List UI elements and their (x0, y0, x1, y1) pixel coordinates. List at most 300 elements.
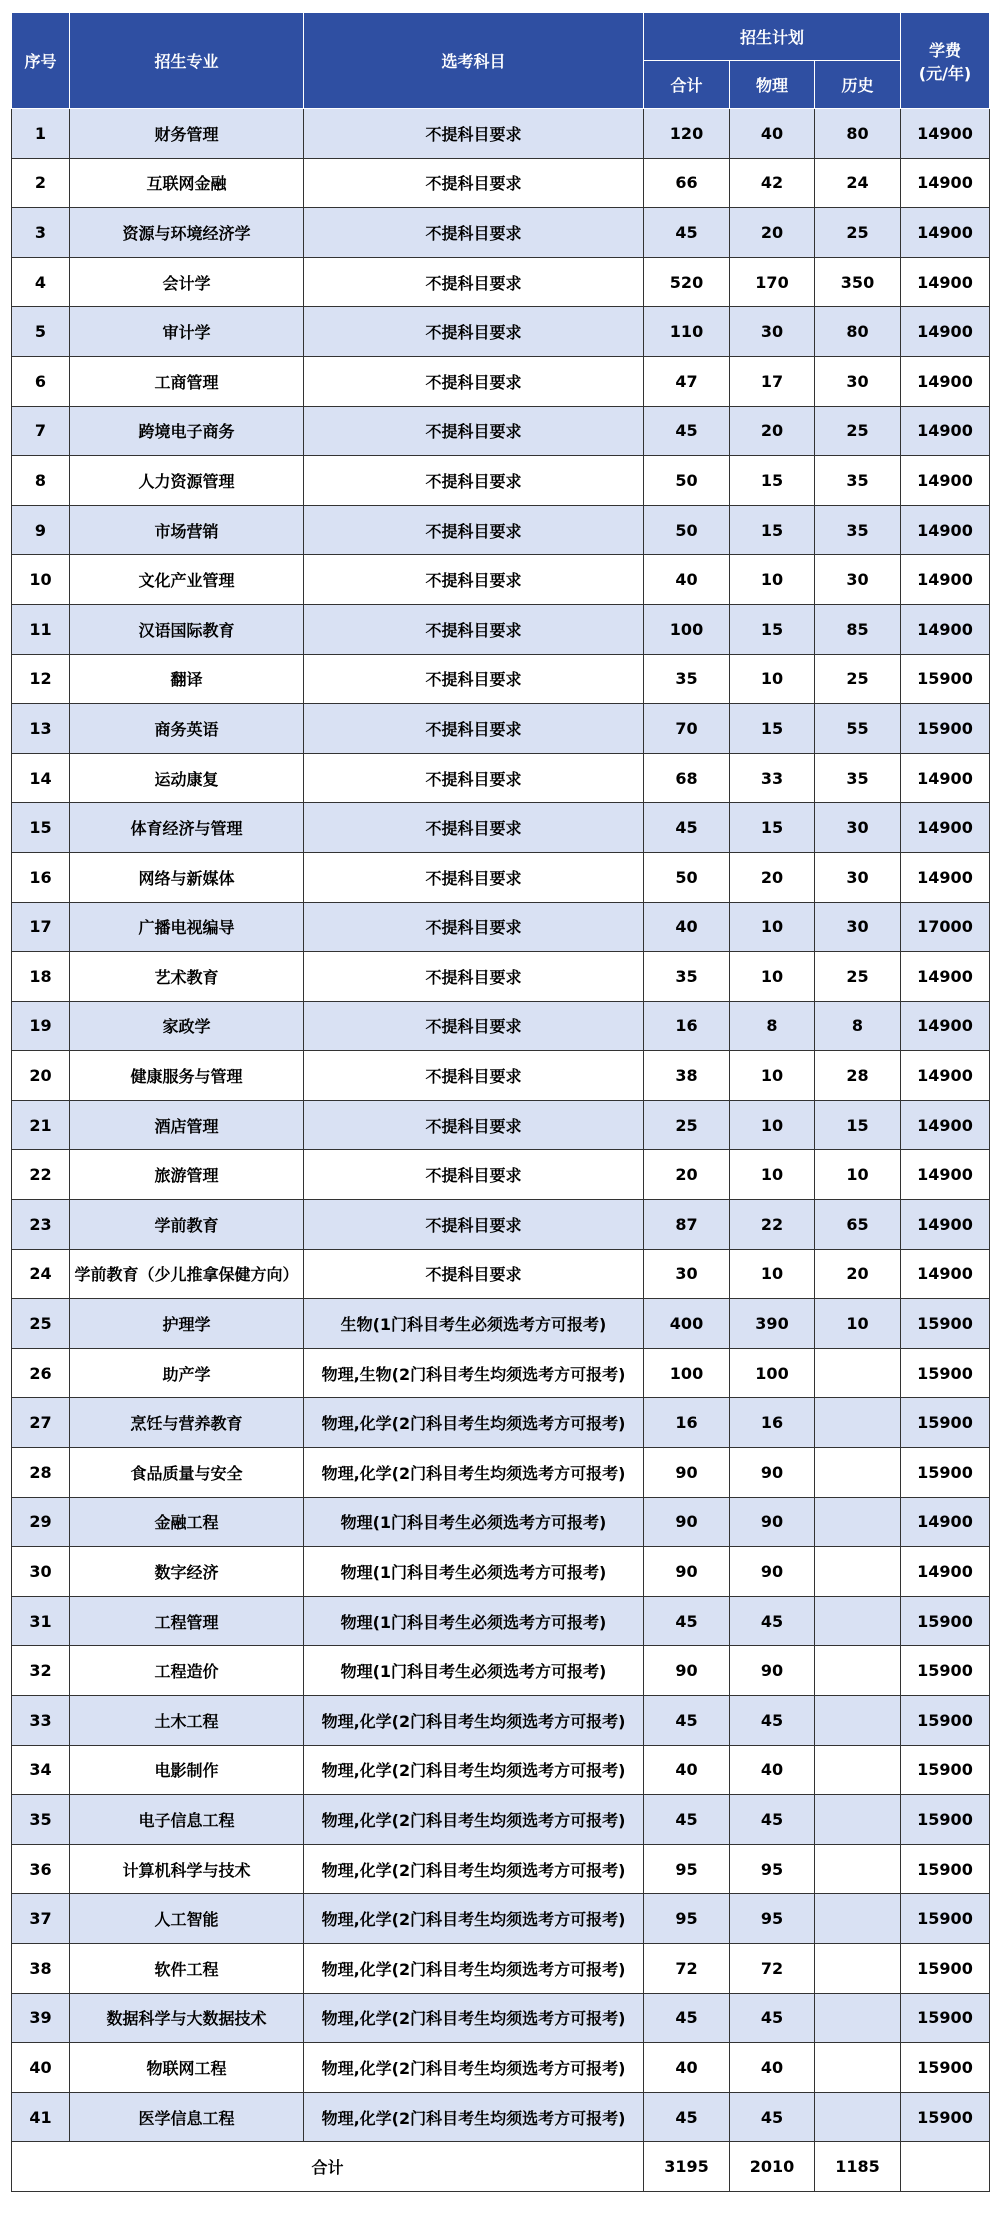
cell-total: 40 (644, 902, 730, 952)
cell-physics: 16 (730, 1398, 815, 1448)
cell-seq: 28 (12, 1448, 70, 1498)
table-row (12, 1051, 990, 1101)
cell-history (815, 1398, 901, 1448)
cell-major: 学前教育（少儿推拿保健方向） (70, 1249, 304, 1299)
cell-physics: 10 (730, 555, 815, 605)
cell-seq: 16 (12, 852, 70, 902)
cell-major: 软件工程 (70, 1943, 304, 1993)
cell-physics: 45 (730, 1795, 815, 1845)
cell-subject: 不提科目要求 (304, 307, 644, 357)
table-row (12, 1894, 990, 1944)
cell-total: 90 (644, 1497, 730, 1547)
cell-physics: 10 (730, 1150, 815, 1200)
header-fee-line2: (元/年) (918, 63, 972, 83)
header-major: 招生专业 (70, 13, 304, 109)
cell-fee: 14900 (901, 505, 990, 555)
cell-major: 网络与新媒体 (70, 852, 304, 902)
cell-major: 数据科学与大数据技术 (70, 1993, 304, 2043)
header-plan: 招生计划 (644, 13, 901, 61)
table-row (12, 456, 990, 506)
cell-fee: 14900 (901, 208, 990, 258)
cell-seq: 25 (12, 1299, 70, 1349)
cell-history (815, 1348, 901, 1398)
cell-major: 健康服务与管理 (70, 1051, 304, 1101)
header-history: 历史 (815, 61, 901, 109)
cell-history: 30 (815, 803, 901, 853)
cell-physics: 42 (730, 158, 815, 208)
cell-subject: 不提科目要求 (304, 555, 644, 605)
cell-fee: 14900 (901, 753, 990, 803)
header-subjects: 选考科目 (304, 13, 644, 109)
cell-seq: 8 (12, 456, 70, 506)
cell-total: 68 (644, 753, 730, 803)
table-row (12, 1943, 990, 1993)
cell-major: 会计学 (70, 257, 304, 307)
cell-history (815, 1993, 901, 2043)
cell-major: 旅游管理 (70, 1150, 304, 1200)
table-footer (12, 2142, 990, 2192)
cell-seq: 6 (12, 356, 70, 406)
cell-total: 70 (644, 704, 730, 754)
cell-major: 土木工程 (70, 1696, 304, 1746)
cell-fee: 15900 (901, 2092, 990, 2142)
cell-subject: 物理,化学(2门科目考生均须选考方可报考) (304, 1696, 644, 1746)
cell-history: 30 (815, 555, 901, 605)
cell-fee: 15900 (901, 1745, 990, 1795)
cell-total: 95 (644, 1894, 730, 1944)
cell-subject: 物理(1门科目考生必须选考方可报考) (304, 1547, 644, 1597)
cell-major: 酒店管理 (70, 1100, 304, 1150)
cell-seq: 38 (12, 1943, 70, 1993)
cell-seq: 33 (12, 1696, 70, 1746)
cell-major: 互联网金融 (70, 158, 304, 208)
table-row (12, 852, 990, 902)
cell-fee: 15900 (901, 2043, 990, 2093)
cell-subject: 物理,化学(2门科目考生均须选考方可报考) (304, 1795, 644, 1845)
cell-fee: 14900 (901, 307, 990, 357)
cell-history: 65 (815, 1200, 901, 1250)
cell-fee: 14900 (901, 555, 990, 605)
cell-fee: 14900 (901, 1150, 990, 1200)
cell-physics: 40 (730, 1745, 815, 1795)
cell-subject: 不提科目要求 (304, 1001, 644, 1051)
cell-physics: 90 (730, 1547, 815, 1597)
cell-total: 45 (644, 803, 730, 853)
table-row (12, 1497, 990, 1547)
cell-subject: 不提科目要求 (304, 109, 644, 159)
cell-seq: 21 (12, 1100, 70, 1150)
table-row (12, 356, 990, 406)
cell-subject: 物理,化学(2门科目考生均须选考方可报考) (304, 2092, 644, 2142)
total-fee-empty (901, 2142, 990, 2192)
cell-history (815, 1646, 901, 1696)
cell-major: 计算机科学与技术 (70, 1844, 304, 1894)
cell-seq: 41 (12, 2092, 70, 2142)
table-row (12, 1844, 990, 1894)
cell-physics: 15 (730, 505, 815, 555)
enrollment-plan-table-container (11, 12, 990, 2192)
cell-physics: 8 (730, 1001, 815, 1051)
total-row (12, 2142, 990, 2192)
cell-physics: 90 (730, 1448, 815, 1498)
cell-total: 40 (644, 1745, 730, 1795)
cell-physics: 45 (730, 1596, 815, 1646)
cell-total: 95 (644, 1844, 730, 1894)
cell-physics: 20 (730, 406, 815, 456)
table-row (12, 902, 990, 952)
cell-total: 40 (644, 555, 730, 605)
table-row (12, 1547, 990, 1597)
cell-subject: 物理,生物(2门科目考生均须选考方可报考) (304, 1348, 644, 1398)
cell-physics: 170 (730, 257, 815, 307)
table-row (12, 208, 990, 258)
cell-seq: 7 (12, 406, 70, 456)
cell-seq: 11 (12, 604, 70, 654)
cell-seq: 24 (12, 1249, 70, 1299)
cell-total: 520 (644, 257, 730, 307)
cell-subject: 不提科目要求 (304, 803, 644, 853)
table-row (12, 307, 990, 357)
cell-fee: 15900 (901, 1646, 990, 1696)
cell-major: 助产学 (70, 1348, 304, 1398)
cell-total: 38 (644, 1051, 730, 1101)
cell-history (815, 1547, 901, 1597)
cell-fee: 15900 (901, 704, 990, 754)
cell-subject: 不提科目要求 (304, 852, 644, 902)
cell-subject: 不提科目要求 (304, 952, 644, 1002)
table-row (12, 1448, 990, 1498)
cell-physics: 33 (730, 753, 815, 803)
cell-seq: 9 (12, 505, 70, 555)
cell-seq: 18 (12, 952, 70, 1002)
cell-history: 350 (815, 257, 901, 307)
cell-seq: 26 (12, 1348, 70, 1398)
cell-fee: 14900 (901, 1200, 990, 1250)
cell-history: 85 (815, 604, 901, 654)
cell-history: 35 (815, 456, 901, 506)
table-row (12, 803, 990, 853)
cell-major: 商务英语 (70, 704, 304, 754)
cell-major: 人力资源管理 (70, 456, 304, 506)
cell-history: 25 (815, 208, 901, 258)
cell-history (815, 1894, 901, 1944)
cell-fee: 15900 (901, 1993, 990, 2043)
cell-subject: 物理,化学(2门科目考生均须选考方可报考) (304, 1398, 644, 1448)
cell-total: 120 (644, 109, 730, 159)
cell-major: 金融工程 (70, 1497, 304, 1547)
cell-subject: 物理,化学(2门科目考生均须选考方可报考) (304, 1993, 644, 2043)
table-row (12, 505, 990, 555)
cell-seq: 39 (12, 1993, 70, 2043)
table-row (12, 1398, 990, 1448)
cell-major: 工程管理 (70, 1596, 304, 1646)
cell-physics: 30 (730, 307, 815, 357)
cell-seq: 12 (12, 654, 70, 704)
cell-history: 35 (815, 753, 901, 803)
cell-seq: 17 (12, 902, 70, 952)
cell-physics: 15 (730, 456, 815, 506)
cell-major: 广播电视编导 (70, 902, 304, 952)
cell-history (815, 1448, 901, 1498)
cell-total: 16 (644, 1398, 730, 1448)
cell-subject: 不提科目要求 (304, 208, 644, 258)
cell-physics: 95 (730, 1844, 815, 1894)
cell-major: 汉语国际教育 (70, 604, 304, 654)
cell-total: 87 (644, 1200, 730, 1250)
cell-seq: 14 (12, 753, 70, 803)
table-row (12, 2043, 990, 2093)
cell-physics: 72 (730, 1943, 815, 1993)
cell-total: 45 (644, 1993, 730, 2043)
cell-subject: 不提科目要求 (304, 505, 644, 555)
cell-total: 30 (644, 1249, 730, 1299)
cell-history (815, 1497, 901, 1547)
table-row (12, 158, 990, 208)
cell-total: 400 (644, 1299, 730, 1349)
cell-subject: 不提科目要求 (304, 456, 644, 506)
total-label: 合计 (12, 2142, 644, 2192)
cell-major: 文化产业管理 (70, 555, 304, 605)
cell-history: 35 (815, 505, 901, 555)
cell-seq: 40 (12, 2043, 70, 2093)
cell-major: 跨境电子商务 (70, 406, 304, 456)
cell-physics: 10 (730, 952, 815, 1002)
cell-total: 90 (644, 1448, 730, 1498)
cell-total: 47 (644, 356, 730, 406)
cell-history: 24 (815, 158, 901, 208)
cell-subject: 物理,化学(2门科目考生均须选考方可报考) (304, 1745, 644, 1795)
cell-seq: 13 (12, 704, 70, 754)
cell-major: 体育经济与管理 (70, 803, 304, 853)
cell-physics: 17 (730, 356, 815, 406)
cell-major: 运动康复 (70, 753, 304, 803)
cell-history: 55 (815, 704, 901, 754)
cell-major: 工程造价 (70, 1646, 304, 1696)
cell-total: 45 (644, 2092, 730, 2142)
cell-history: 10 (815, 1150, 901, 1200)
cell-total: 72 (644, 1943, 730, 1993)
cell-seq: 31 (12, 1596, 70, 1646)
table-row (12, 753, 990, 803)
cell-seq: 37 (12, 1894, 70, 1944)
cell-history: 25 (815, 654, 901, 704)
table-row (12, 604, 990, 654)
cell-total: 45 (644, 406, 730, 456)
cell-total: 100 (644, 1348, 730, 1398)
cell-fee: 17000 (901, 902, 990, 952)
cell-total: 90 (644, 1547, 730, 1597)
cell-physics: 390 (730, 1299, 815, 1349)
cell-seq: 27 (12, 1398, 70, 1448)
enrollment-plan-table (11, 12, 990, 2192)
cell-subject: 物理,化学(2门科目考生均须选考方可报考) (304, 1448, 644, 1498)
table-row (12, 257, 990, 307)
cell-major: 食品质量与安全 (70, 1448, 304, 1498)
cell-fee: 14900 (901, 852, 990, 902)
cell-major: 市场营销 (70, 505, 304, 555)
cell-total: 20 (644, 1150, 730, 1200)
table-row (12, 2092, 990, 2142)
table-row (12, 1745, 990, 1795)
cell-physics: 10 (730, 1051, 815, 1101)
cell-physics: 20 (730, 208, 815, 258)
cell-major: 翻译 (70, 654, 304, 704)
cell-history (815, 1696, 901, 1746)
cell-physics: 10 (730, 902, 815, 952)
cell-major: 护理学 (70, 1299, 304, 1349)
cell-physics: 45 (730, 2092, 815, 2142)
cell-fee: 14900 (901, 109, 990, 159)
cell-total: 45 (644, 1795, 730, 1845)
cell-history: 8 (815, 1001, 901, 1051)
cell-subject: 不提科目要求 (304, 356, 644, 406)
cell-fee: 14900 (901, 1249, 990, 1299)
cell-total: 45 (644, 1696, 730, 1746)
cell-total: 25 (644, 1100, 730, 1150)
cell-total: 50 (644, 505, 730, 555)
cell-physics: 10 (730, 1100, 815, 1150)
cell-subject: 不提科目要求 (304, 257, 644, 307)
cell-major: 医学信息工程 (70, 2092, 304, 2142)
cell-physics: 10 (730, 654, 815, 704)
cell-history (815, 2092, 901, 2142)
cell-history: 80 (815, 109, 901, 159)
cell-subject: 物理,化学(2门科目考生均须选考方可报考) (304, 1943, 644, 1993)
cell-subject: 物理(1门科目考生必须选考方可报考) (304, 1596, 644, 1646)
cell-seq: 5 (12, 307, 70, 357)
cell-fee: 14900 (901, 1547, 990, 1597)
header-fee-line1: 学费 (928, 40, 961, 60)
cell-seq: 15 (12, 803, 70, 853)
cell-fee: 14900 (901, 257, 990, 307)
cell-physics: 100 (730, 1348, 815, 1398)
cell-subject: 不提科目要求 (304, 753, 644, 803)
table-row (12, 1299, 990, 1349)
cell-physics: 95 (730, 1894, 815, 1944)
cell-history: 15 (815, 1100, 901, 1150)
cell-subject: 不提科目要求 (304, 1100, 644, 1150)
total-sum: 3195 (644, 2142, 730, 2192)
cell-history: 80 (815, 307, 901, 357)
cell-physics: 45 (730, 1993, 815, 2043)
cell-seq: 30 (12, 1547, 70, 1597)
cell-subject: 物理(1门科目考生必须选考方可报考) (304, 1497, 644, 1547)
table-row (12, 1200, 990, 1250)
cell-fee: 15900 (901, 1398, 990, 1448)
cell-seq: 20 (12, 1051, 70, 1101)
cell-seq: 1 (12, 109, 70, 159)
table-row (12, 1100, 990, 1150)
cell-major: 资源与环境经济学 (70, 208, 304, 258)
cell-physics: 90 (730, 1497, 815, 1547)
table-row (12, 1150, 990, 1200)
cell-fee: 14900 (901, 356, 990, 406)
table-row (12, 704, 990, 754)
cell-fee: 15900 (901, 1795, 990, 1845)
cell-seq: 29 (12, 1497, 70, 1547)
cell-seq: 23 (12, 1200, 70, 1250)
cell-subject: 不提科目要求 (304, 654, 644, 704)
cell-seq: 3 (12, 208, 70, 258)
table-row (12, 1646, 990, 1696)
table-row (12, 1795, 990, 1845)
cell-subject: 不提科目要求 (304, 1249, 644, 1299)
cell-fee: 14900 (901, 1051, 990, 1101)
cell-subject: 物理,化学(2门科目考生均须选考方可报考) (304, 1844, 644, 1894)
cell-major: 烹饪与营养教育 (70, 1398, 304, 1448)
cell-subject: 物理,化学(2门科目考生均须选考方可报考) (304, 1894, 644, 1944)
cell-history: 30 (815, 852, 901, 902)
cell-total: 45 (644, 208, 730, 258)
cell-major: 电子信息工程 (70, 1795, 304, 1845)
cell-physics: 15 (730, 704, 815, 754)
cell-seq: 32 (12, 1646, 70, 1696)
cell-major: 财务管理 (70, 109, 304, 159)
cell-total: 35 (644, 952, 730, 1002)
cell-physics: 15 (730, 604, 815, 654)
cell-history: 25 (815, 952, 901, 1002)
cell-seq: 19 (12, 1001, 70, 1051)
cell-subject: 不提科目要求 (304, 604, 644, 654)
table-row (12, 406, 990, 456)
cell-fee: 14900 (901, 1001, 990, 1051)
cell-fee: 14900 (901, 604, 990, 654)
cell-history (815, 1844, 901, 1894)
cell-major: 电影制作 (70, 1745, 304, 1795)
table-row (12, 555, 990, 605)
cell-major: 人工智能 (70, 1894, 304, 1944)
cell-total: 50 (644, 852, 730, 902)
table-row (12, 1249, 990, 1299)
cell-history (815, 1795, 901, 1845)
cell-fee: 14900 (901, 456, 990, 506)
header-total: 合计 (644, 61, 730, 109)
cell-history: 25 (815, 406, 901, 456)
table-row (12, 952, 990, 1002)
table-body (12, 109, 990, 2142)
cell-fee: 15900 (901, 1348, 990, 1398)
cell-subject: 生物(1门科目考生必须选考方可报考) (304, 1299, 644, 1349)
cell-fee: 14900 (901, 406, 990, 456)
table-row (12, 654, 990, 704)
cell-history: 20 (815, 1249, 901, 1299)
cell-fee: 15900 (901, 1299, 990, 1349)
cell-fee: 15900 (901, 1596, 990, 1646)
cell-subject: 不提科目要求 (304, 704, 644, 754)
cell-fee: 14900 (901, 952, 990, 1002)
header-fee (901, 13, 990, 109)
table-row (12, 1993, 990, 2043)
cell-seq: 10 (12, 555, 70, 605)
cell-physics: 15 (730, 803, 815, 853)
cell-fee: 15900 (901, 1894, 990, 1944)
cell-history (815, 1943, 901, 1993)
cell-total: 66 (644, 158, 730, 208)
total-history: 1185 (815, 2142, 901, 2192)
cell-major: 数字经济 (70, 1547, 304, 1597)
cell-subject: 不提科目要求 (304, 406, 644, 456)
cell-fee: 15900 (901, 1448, 990, 1498)
cell-fee: 15900 (901, 1943, 990, 1993)
cell-history: 30 (815, 902, 901, 952)
table-row (12, 109, 990, 159)
cell-total: 110 (644, 307, 730, 357)
cell-subject: 不提科目要求 (304, 1200, 644, 1250)
cell-physics: 90 (730, 1646, 815, 1696)
cell-seq: 4 (12, 257, 70, 307)
cell-total: 50 (644, 456, 730, 506)
cell-fee: 14900 (901, 1100, 990, 1150)
